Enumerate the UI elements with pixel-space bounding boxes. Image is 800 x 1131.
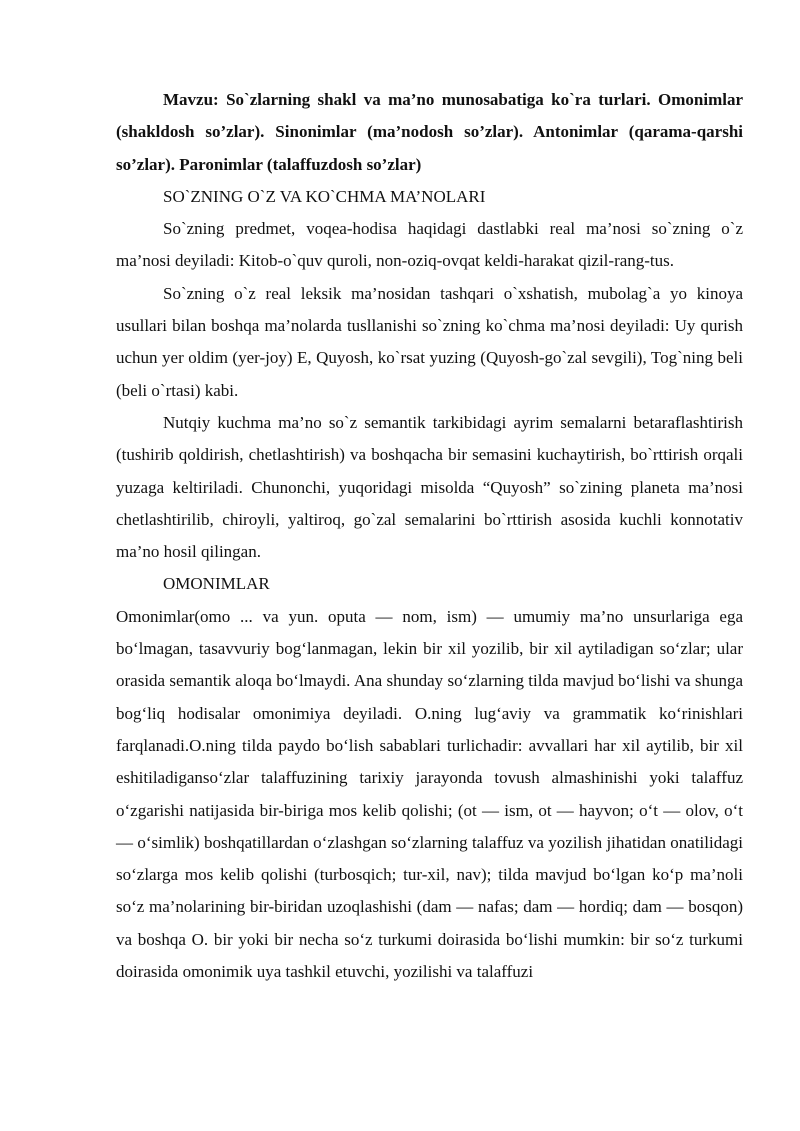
paragraph-literal-meaning: So`zning predmet, voqea-hodisa haqidagi dastlabki real ma’nosi so`zning o`z ma’nosi deyiladi: Kitob-o`quv quroli, non-oziq-ovqat keldi-harakat qizil-rang-tus. (116, 219, 743, 271)
paragraph-homonyms-definition: Omonimlar(omo ... va yun. oputa — nom, ism) — umumiy ma’no unsurlariga ega bo‘lmagan, tasavvuriy bog‘lanmagan, lekin bir xil yozilib, bir xil aytiladigan so‘zlar; ular orasida semantik aloqa bo‘lmaydi. Ana shunday so‘zlarning tilda mavjud bo‘lishi va shunga bog‘liq hodisalar omonimiya deyiladi. O.ning lug‘aviy va grammatik ko‘rinishlari farqlanadi.O.ning tilda paydo bo‘lish sabablari turlichadir: avvallari har xil aytilib, bir xil eshitiladiganso‘zlar talaffuzining tarixiy jarayonda tovush almashinishi yoki talaffuz o‘zgarishi natijasida bir-biriga mos kelib qolishi; (ot — ism, ot — hayvon; o‘t — olov, o‘t — o‘simlik) boshqatillardan o‘zlashgan so‘zlarning talaffuz va yozilish jihatidan onatilidagi so‘zlarga mos kelib qolishi (turbosqich; tur-xil, nav); tilda mavjud bo‘lgan ko‘p ma’noli so‘z ma’nolarining bir-biridan uzoqlashishi (dam — nafas; dam — hordiq; dam — bosqon) va boshqa O. bir yoki bir necha so‘z turkumi doirasida bo‘lishi mumkin: bir so‘z turkumi doirasida omonimik uya tashkil etuvchi, yozilishi va talaffuzi (116, 606, 743, 982)
document-page (116, 84, 743, 988)
document-title: Mavzu: So`zlarning shakl va ma’no munosabatiga ko`ra turlari. Omonimlar (shakldosh so’zlar). Sinonimlar (ma’nodosh so’zlar). Antonimlar (qarama-qarshi so’zlar). Paronimlar (talaffuzdosh so’zlar) (116, 90, 743, 174)
section-heading-figurative-meaning: SO`ZNING O`Z VA KO`CHMA MA’NOLARI (163, 186, 486, 206)
paragraph-connotative-meaning: Nutqiy kuchma ma’no so`z semantik tarkibidagi ayrim semalarni betaraflashtirish (tushirib qoldirish, chetlashtirish) va boshqacha bir semasini kuchaytirish, bo`rttirish orqali yuzaga keltiriladi. Chunonchi, yuqoridagi misolda “Quyosh” so`zining planeta ma’nosi chetlashtirilib, chiroyli, yaltiroq, go`zal semalarini bo`rttirish asosida kuchli konnotativ ma’no hosil qilingan. (116, 412, 743, 562)
section-heading-homonyms: OMONIMLAR (163, 574, 270, 594)
paragraph-figurative-meaning: So`zning o`z real leksik ma’nosidan tashqari o`xshatish, mubolag`a yo kinoya usullari bilan boshqa ma’nolarda tusllanishi so`zning ko`chma ma’nosi deyiladi: Uy qurish uchun yer oldim (yer-joy) E, Quyosh, ko`rsat yuzing (Quyosh-go`zal sevgili), Tog`ning beli (beli o`rtasi) kabi. (116, 283, 743, 400)
